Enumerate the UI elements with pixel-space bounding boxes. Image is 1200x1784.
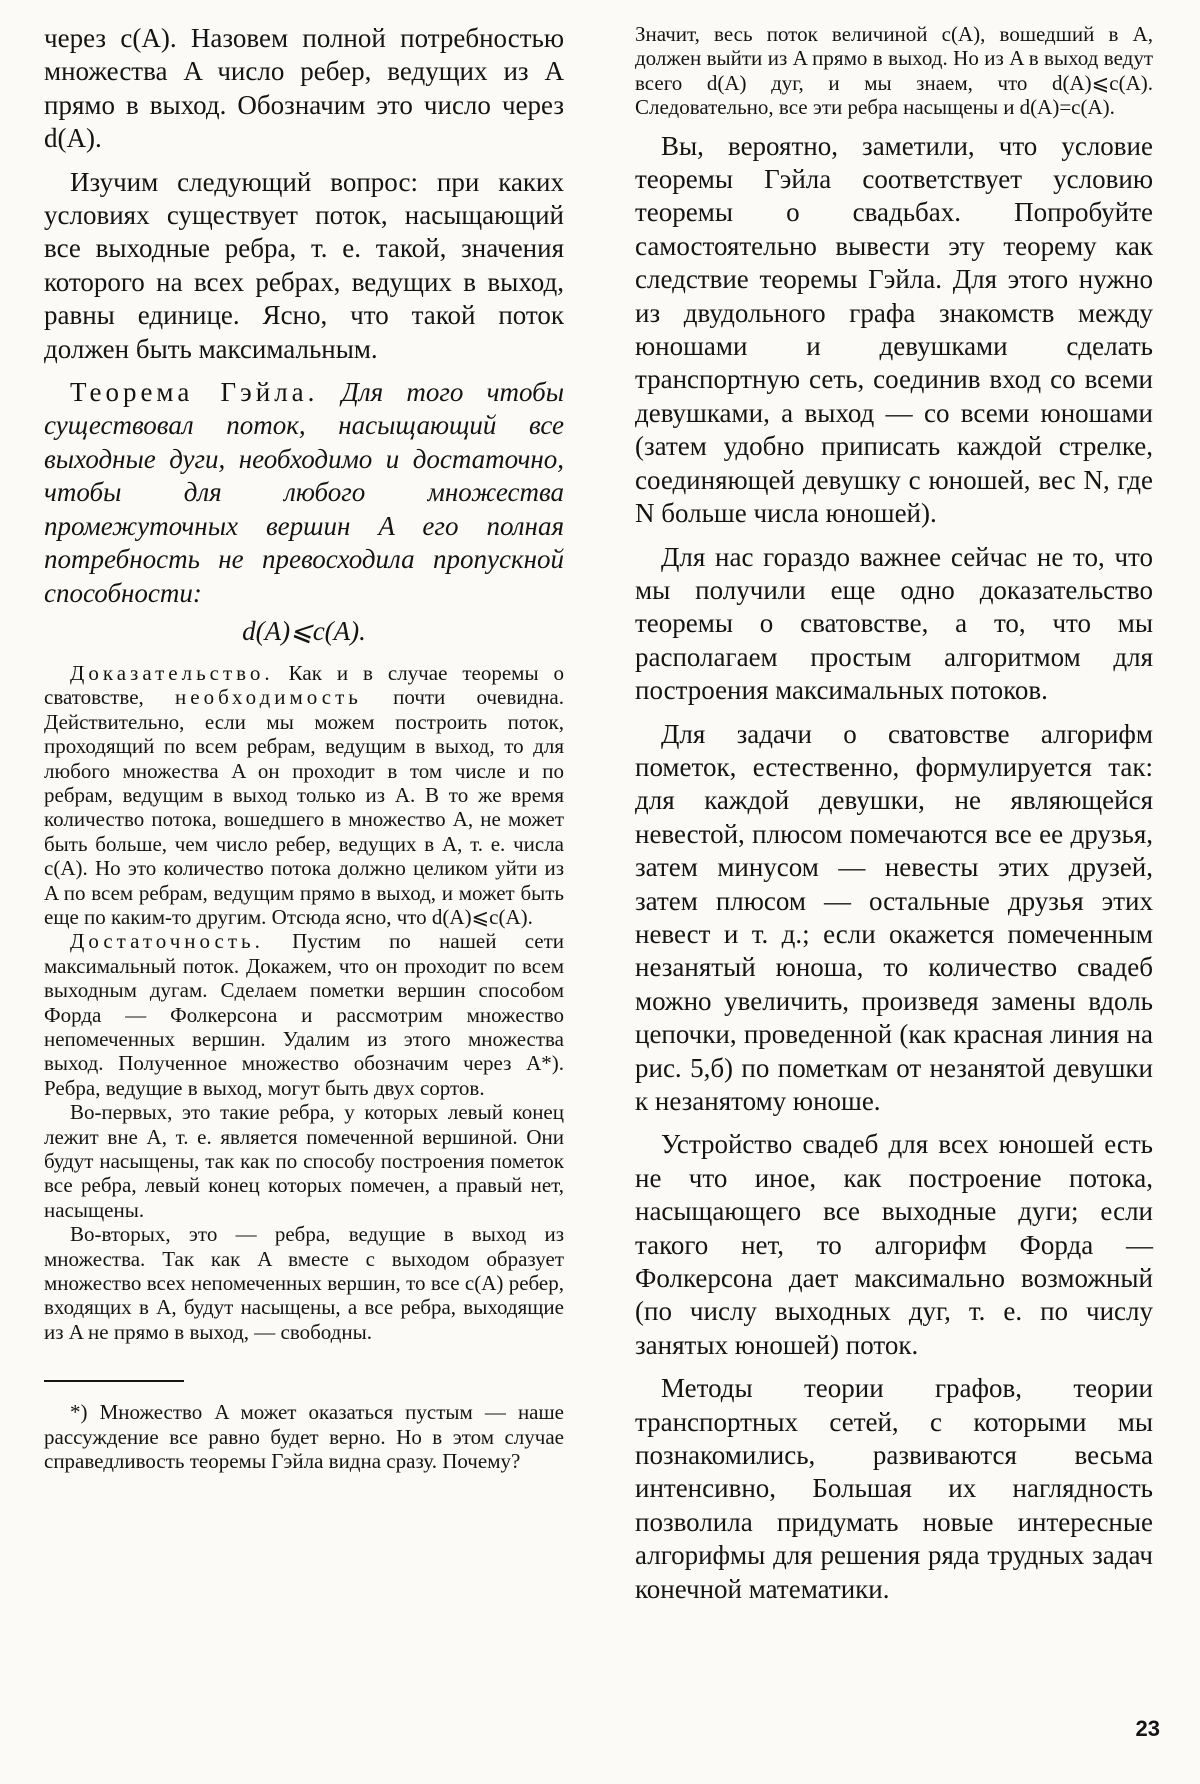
proof-necessity: необходимость xyxy=(175,685,362,710)
right-paragraph-1: Вы, вероятно, заметили, что условие теоремы Гэйла соответствует условию теоремы о свадьбах. Попробуйте самостоятельно вывести эту теорему как следствие теоремы Гэйла. Для этого нужно из двудольного графа знакомств между юношами и девушками сделать транспортную сеть, соединив вход со всеми девушками, а выход — со всеми юношами (затем удобно приписать каждой стрелке, соединяющей девушку с юношей, вес N, где N больше числа юношей). xyxy=(635,130,1153,529)
proof-text-b: почти очевидна. Действительно, если мы можем построить поток, проходящий по всем ребрам, ведущим в выход, то для любого множества A он проходит в том числе и по ребрам, ведущим в выход только из A. В то же время количество потока, вошедшего в множество A, не может быть больше, чем число ребер, ведущих в A, т. е. числа c(A). Но это количество потока должно целиком уйти из A по всем ребрам, ведущим прямо в выход, и может быть еще по каким-то другим. Отсюда ясно, что d(A)⩽c(A). xyxy=(44,685,565,929)
right-paragraph-3: Для задачи о сватовстве алгорифм пометок, естественно, формулируется так: для каждой девушки, не являющейся невестой, плюсом помечаются все ее друзья, затем минусом — невесты этих друзей, затем плюсом — остальные друзья этих невест и т. д.; если окажется помеченным незанятый юноша, то количество свадеб можно увеличить, произведя замены вдоль цепочки, проведенной (как красная линия на рис. 5,б) по пометкам от незанятой девушки к незанятому юноше. xyxy=(635,718,1153,1116)
question-paragraph: Изучим следующий вопрос: при каких условиях существует поток, насыщающий все выходные ребра, т. е. такой, значения которого на всех ребрах, ведущих в выход, равны единице. Ясно, что такой поток должен быть максимальным. xyxy=(44,166,564,364)
right-paragraph-4: Устройство свадеб для всех юношей есть не что иное, как построение потока, насыщающего все выходные дуги; если такого нет, то алгорифм Форда — Фолкерсона дает максимально возможный (по числу выходных дуг, т. е. по числу занятых юношей) поток. xyxy=(635,1129,1153,1360)
sufficiency-paragraph xyxy=(44,929,564,1100)
proof-paragraph xyxy=(44,661,564,929)
right-paragraph-5: Методы теории графов, теории транспортных сетей, с которыми мы познакомились, развиваются весьма интенсивно, Большая их наглядность позволила придумать новые интересные алгорифмы для решения ряда трудных задач конечной математики. xyxy=(635,1373,1153,1604)
footnote: *) Множество A может оказаться пустым — наше рассуждение все равно будет верно. Но в этом случае справедливость теоремы Гэйла видна сразу. Почему? xyxy=(44,1400,564,1474)
right-column xyxy=(635,22,1153,1606)
second-kind-paragraph: Во-вторых, это — ребра, ведущие в выход из множества. Так как A вместе с выходом образует множество всех непомеченных вершин, то все c(A) ребер, входящих в A, будут насыщены, а все ребра, выходящие из A не прямо в выход, — свободны. xyxy=(44,1222,564,1344)
theorem-statement xyxy=(44,376,564,610)
proof-text-a: Как и в случае теоремы о сватовстве, xyxy=(44,660,564,710)
footnote-divider xyxy=(44,1380,184,1382)
first-kind-paragraph: Во-первых, это такие ребра, у которых левый конец лежит вне A, т. е. является помеченной вершиной. Они будут насыщены, так как по способу построения пометок все ребра, левый конец которых помечен, а правый нет, насыщены. xyxy=(44,1100,564,1222)
intro-paragraph: через c(A). Назовем полной потребностью множества A число ребер, ведущих из A прямо в выход. Обозначим это число через d(A). xyxy=(44,23,564,154)
theorem-text: Для того чтобы существовал поток, насыщающий все выходные дуги, необходимо и достаточно, чтобы для любого множества промежуточных вершин A его полная потребность не превосходила пропускной способности: xyxy=(44,377,565,608)
page-number: 23 xyxy=(1135,1716,1160,1741)
proof-label: Доказательство. xyxy=(70,660,274,685)
theorem-name: Теорема Гэйла. xyxy=(70,377,319,408)
sufficiency-text: Пустим по нашей сети максимальный поток. Докажем, что он проходит по всем выходным дугам. Сделаем пометки вершин способом Форда — Фолкерсона и рассмотрим множество непомеченных вершин. Удалим из этого множества выход. Полученное множество обозначим через A*). Ребра, ведущие в выход, могут быть двух сортов. xyxy=(44,929,565,1100)
theorem-formula: d(A)⩽c(A). xyxy=(242,615,366,646)
proof-continuation: Значит, весь поток величиной c(A), вошедший в A, должен выйти из A прямо в выход. Но из A в выход ведут всего d(A) дуг, и мы знаем, что d(A)⩽c(A). Следовательно, все эти ребра насыщены и d(A)=c(A). xyxy=(635,22,1153,120)
sufficiency-label: Достаточность. xyxy=(70,929,264,954)
right-paragraph-2: Для нас гораздо важнее сейчас не то, что мы получили еще одно доказательство теоремы о сватовстве, а то, что мы располагаем простым алгоритмом для построения максимальных потоков. xyxy=(635,541,1153,706)
left-column xyxy=(44,22,564,1474)
